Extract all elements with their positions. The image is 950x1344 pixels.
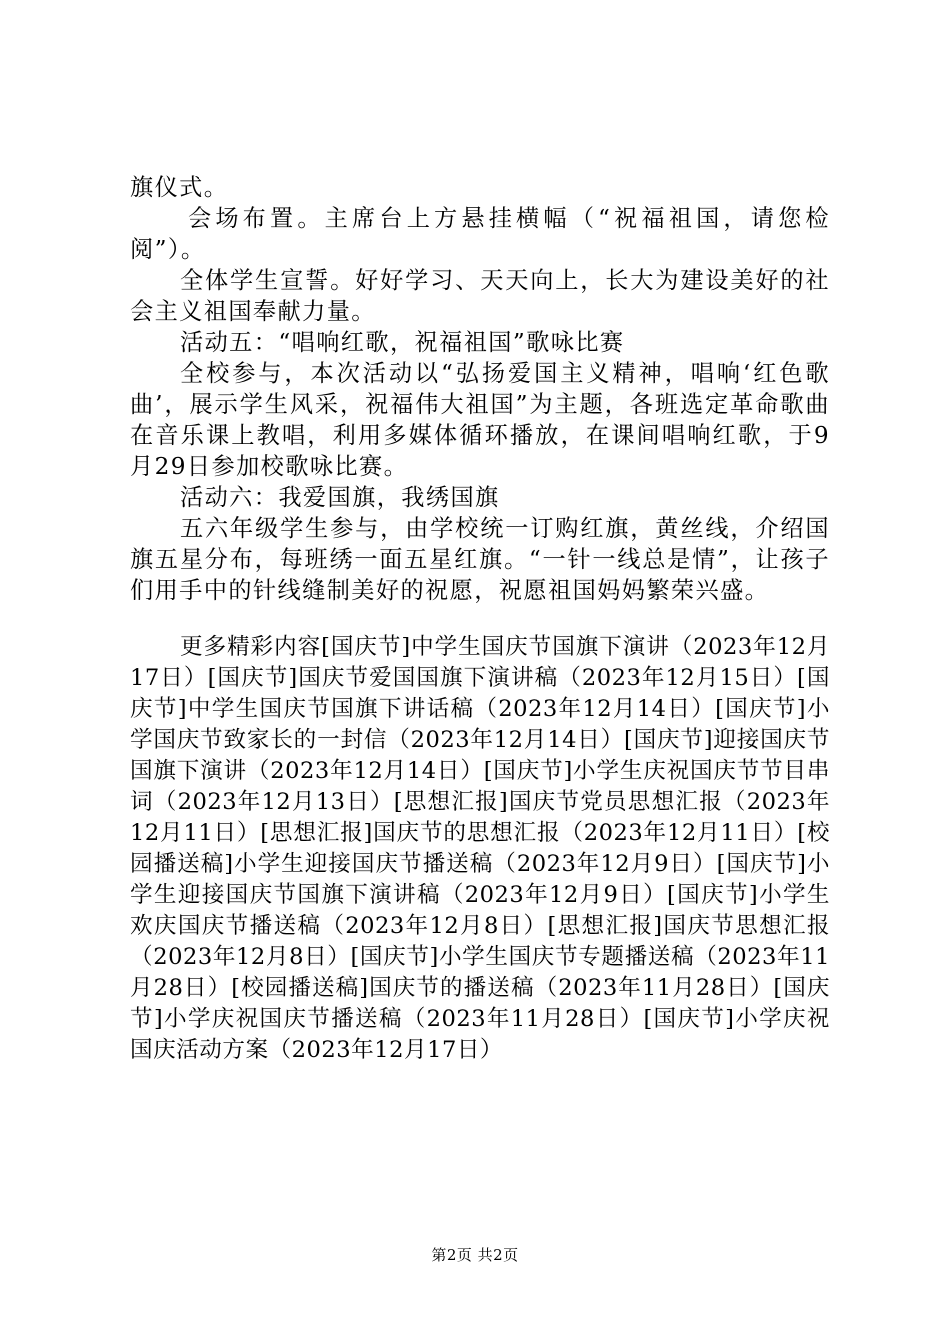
- activity-six-heading: 活动六：我爱国旗，我绣国旗: [180, 484, 500, 511]
- more-content-links: 更多精彩内容[国庆节]中学生国庆节国旗下演讲（2023年12月17日）[国庆节]国庆节爱国国旗下演讲稿（2023年12月15日）[国庆节]中学生国庆节国旗下讲话稿（2023年12月14日）[国庆节]小学国庆节致家长的一封信（2023年12月14日）[国庆节]迎接国庆节国旗下演讲（2023年12月14日）[国庆节]小学生庆祝国庆节节目串词（2023年12月13日）[思想汇报]国庆节党员思想汇报（2023年12月11日）[思想汇报]国庆节的思想汇报（2023年12月11日）[校园播送稿]小学生迎接国庆节播送稿（2023年12月9日）[国庆节]小学生迎接国庆节国旗下演讲稿（2023年12月9日）[国庆节]小学生欢庆国庆节播送稿（2023年12月8日）[思想汇报]国庆节思想汇报（2023年12月8日）[国庆节]小学生国庆节专题播送稿（2023年11月28日）[校园播送稿]国庆节的播送稿（2023年11月28日）[国庆节]小学庆祝国庆节播送稿（2023年11月28日）[国庆节]小学庆祝国庆活动方案（2023年12月17日）: [130, 634, 830, 1063]
- document-body: [130, 172, 830, 606]
- paragraph-activity-five: 全校参与，本次活动以“弘扬爱国主义精神，唱响‘红色歌曲’，展示学生风采，祝福伟大祖国”为主题，各班选定革命歌曲在音乐课上教唱，利用多媒体循环播放，在课间唱响红歌，于9月29日参加校歌咏比赛。: [130, 360, 830, 480]
- paragraph-continuation: 旗仪式。: [130, 174, 229, 201]
- paragraph-activity-six: 五六年级学生参与，由学校统一订购红旗，黄丝线，介绍国旗五星分布，每班绣一面五星红旗。“一针一线总是情”，让孩子们用手中的针线缝制美好的祝愿，祝愿祖国妈妈繁荣兴盛。: [130, 515, 830, 604]
- page-number-footer: 第2页 共2页: [431, 1246, 519, 1264]
- activity-five-heading: 活动五：“唱响红歌，祝福祖国”歌咏比赛: [180, 329, 625, 356]
- paragraph-venue-setup: 会场布置。主席台上方悬挂横幅（“祝福祖国，请您检阅”）。: [130, 205, 830, 263]
- paragraph-student-oath: 全体学生宣誓。好好学习、天天向上，长大为建设美好的社会主义祖国奉献力量。: [130, 267, 830, 325]
